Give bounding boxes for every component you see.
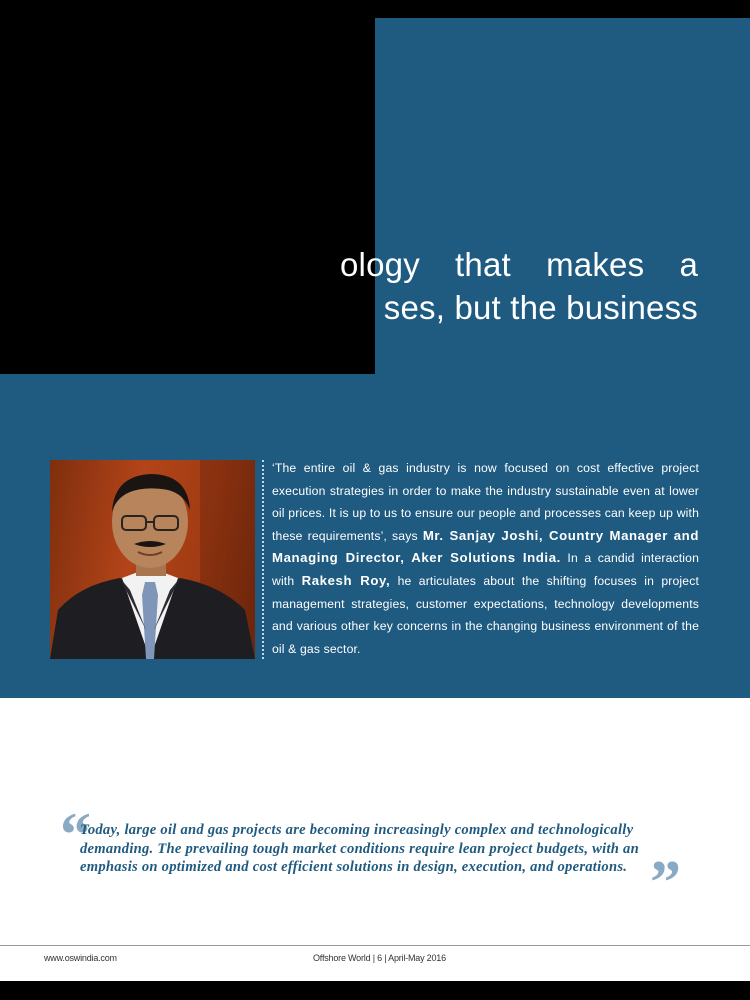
headline: [340, 243, 698, 329]
speaker-name: Mr. Sanjay Joshi, Country Manager and Managing Director, Aker Solutions India.: [272, 527, 699, 566]
footer-issue-info: Offshore World | 6 | April-May 2016: [313, 953, 446, 963]
intro-text-1: ‘The entire oil & gas industry is now focused on cost effective project execution strategies in order to make the industry sustainable even at lower oil prices. It is up to us to ensure our people and processes can keep up with these requirements’, says: [272, 461, 699, 543]
intro-text-3: he articulates about the shifting focuses in project management strategies, customer expectations, technology developments and various other key concerns in the changing business environment of the oil & gas sector.: [272, 573, 699, 656]
footer-website: www.oswindia.com: [44, 953, 117, 963]
dotted-divider: [262, 460, 264, 659]
top-black-strip: [0, 0, 750, 18]
intro-text-2: In a candid interaction with: [272, 551, 699, 588]
footer-divider: [0, 945, 750, 946]
pull-quote: Today, large oil and gas projects are becoming increasingly complex and technologically demanding. The prevailing tough market conditions require lean project budgets, with an emphasis on optimized and cost efficient solutions in design, execution, and operations.: [80, 822, 639, 875]
headline-line-2: ses, but the business: [383, 289, 698, 326]
close-quote-mark-icon: ”: [650, 849, 681, 917]
redacted-black-block: [0, 18, 375, 374]
portrait-photo: [50, 460, 255, 659]
headline-line-1: ology that makes a: [340, 246, 698, 283]
interviewer-name: Rakesh Roy,: [301, 572, 391, 588]
intro-paragraph: [272, 457, 699, 660]
bottom-black-strip: [0, 981, 750, 1000]
open-quote-mark-icon: “: [60, 801, 91, 869]
